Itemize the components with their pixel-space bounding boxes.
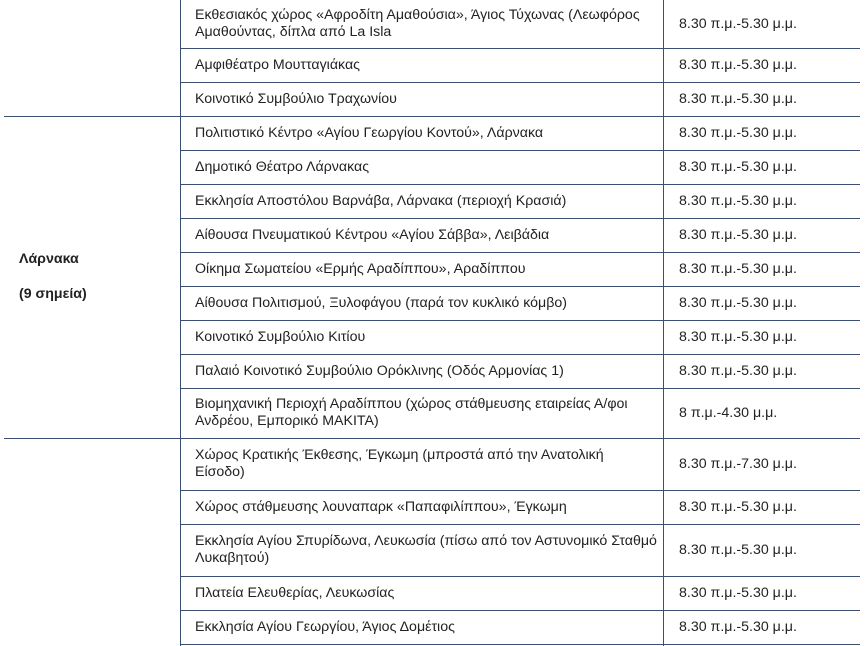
location-cell: Αίθουσα Πνευματικού Κέντρου «Αγίου Σάββα», Λειβάδια xyxy=(195,226,550,243)
column-divider xyxy=(180,0,181,646)
region-cell xyxy=(19,438,179,646)
location-cell: Εκθεσιακός χώρος «Αφροδίτη Αμαθούσια», Άγιος Τύχωνας (Λεωφόρος Αμαθούντας, δίπλα από La Isla xyxy=(195,7,640,40)
region-name: Λάρνακα xyxy=(19,251,79,267)
hours-cell: 8.30 π.μ.-7.30 μ.μ. xyxy=(679,455,797,472)
location-cell: Εκκλησία Αγίου Γεωργίου, Άγιος Δομέτιος xyxy=(195,618,455,635)
hours-cell: 8.30 π.μ.-5.30 μ.μ. xyxy=(679,260,797,277)
hours-cell: 8.30 π.μ.-5.30 μ.μ. xyxy=(679,56,797,73)
hours-cell: 8.30 π.μ.-5.30 μ.μ. xyxy=(679,584,797,601)
region-cell-larnaca xyxy=(19,116,179,438)
location-cell: Εκκλησία Αγίου Σπυρίδωνα, Λευκωσία (πίσω από τον Αστυνομικό Σταθμό Λυκαβητού) xyxy=(195,533,657,566)
hours-cell: 8.30 π.μ.-5.30 μ.μ. xyxy=(679,498,797,515)
row-divider xyxy=(180,644,860,645)
location-cell: Πολιτιστικό Κέντρο «Αγίου Γεωργίου Κοντού», Λάρνακα xyxy=(195,124,544,141)
location-cell: Κοινοτικό Συμβούλιο Κιτίου xyxy=(195,328,366,345)
hours-cell: 8.30 π.μ.-5.30 μ.μ. xyxy=(679,294,797,311)
hours-cell: 8.30 π.μ.-5.30 μ.μ. xyxy=(679,226,797,243)
region-cell xyxy=(19,0,179,116)
location-cell: Παλαιό Κοινοτικό Συμβούλιο Ορόκλινης (Οδός Αρμονίας 1) xyxy=(195,362,564,379)
column-divider xyxy=(663,0,664,646)
hours-cell: 8.30 π.μ.-5.30 μ.μ. xyxy=(679,328,797,345)
hours-cell: 8.30 π.μ.-5.30 μ.μ. xyxy=(679,15,797,32)
region-count: (9 σημεία) xyxy=(19,286,87,302)
hours-cell: 8 π.μ.-4.30 μ.μ. xyxy=(679,404,778,421)
location-cell: Εκκλησία Αποστόλου Βαρνάβα, Λάρνακα (περιοχή Κρασιά) xyxy=(195,192,567,209)
hours-cell: 8.30 π.μ.-5.30 μ.μ. xyxy=(679,90,797,107)
hours-cell: 8.30 π.μ.-5.30 μ.μ. xyxy=(679,158,797,175)
hours-cell: 8.30 π.μ.-5.30 μ.μ. xyxy=(679,362,797,379)
hours-cell: 8.30 π.μ.-5.30 μ.μ. xyxy=(679,192,797,209)
location-cell: Βιομηχανική Περιοχή Αραδίππου (χώρος στάθμευσης εταιρείας Α/φοι Ανδρέου, Εμπορικό ΜΑΚΙΤΑ) xyxy=(195,396,628,429)
location-cell: Οίκημα Σωματείου «Ερμής Αραδίππου», Αραδίππου xyxy=(195,260,526,277)
location-cell: Δημοτικό Θέατρο Λάρνακας xyxy=(195,158,370,175)
location-cell: Αίθουσα Πολιτισμού, Ξυλοφάγου (παρά τον κυκλικό κόμβο) xyxy=(195,294,567,311)
location-cell: Χώρος στάθμευσης λουναπαρκ «Παπαφιλίππου», Έγκωμη xyxy=(195,498,567,515)
location-cell: Χώρος Κρατικής Έκθεσης, Έγκωμη (μπροστά από την Ανατολική Είσοδο) xyxy=(195,447,604,480)
location-cell: Κοινοτικό Συμβούλιο Τραχωνίου xyxy=(195,90,397,107)
location-cell: Αμφιθέατρο Μουτταγιάκας xyxy=(195,56,360,73)
location-cell: Πλατεία Ελευθερίας, Λευκωσίας xyxy=(195,584,395,601)
hours-cell: 8.30 π.μ.-5.30 μ.μ. xyxy=(679,541,797,558)
hours-cell: 8.30 π.μ.-5.30 μ.μ. xyxy=(679,124,797,141)
hours-cell: 8.30 π.μ.-5.30 μ.μ. xyxy=(679,618,797,635)
